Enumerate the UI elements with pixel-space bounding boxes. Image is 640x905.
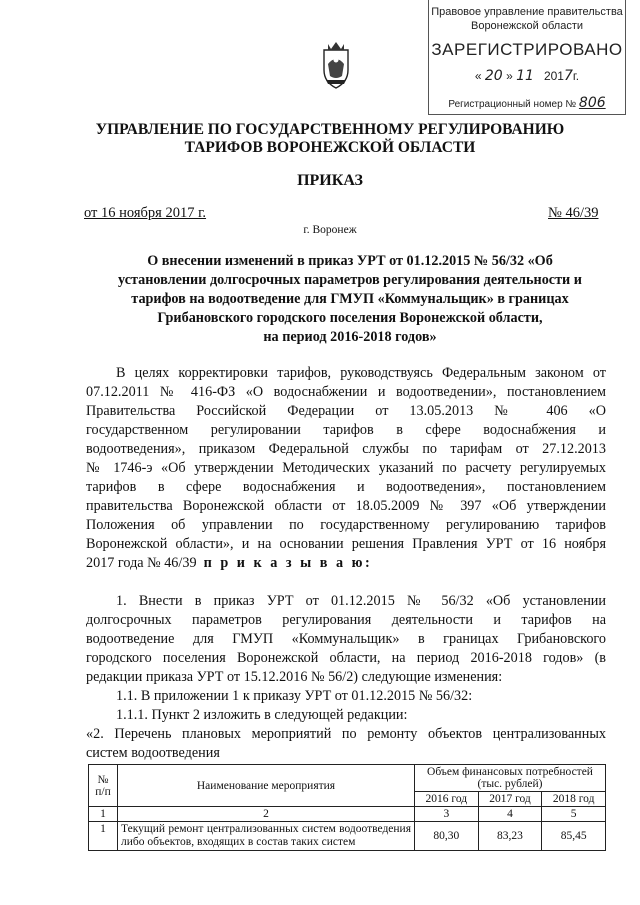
document-type: ПРИКАЗ — [297, 172, 363, 189]
item1-line-last: редакции приказа УРТ от 15.12.2016 № 56/2) следующие изменения: — [86, 669, 503, 685]
row-num: 1 — [89, 822, 118, 851]
row-value-2018: 85,45 — [542, 822, 606, 851]
preamble-line: водоотведения», приказом Федеральной службы по тарифам от 27.12.2013 — [86, 441, 606, 457]
header-name: Наименование мероприятия — [118, 765, 415, 807]
stamp-date-day: 20 — [484, 68, 503, 84]
stamp-date-suffix: г. — [572, 69, 580, 83]
item1-1: 1.1. В приложении 1 к приказу УРТ от 01.12.2015 № 56/32: — [116, 688, 473, 704]
org-title-line1: УПРАВЛЕНИЕ ПО ГОСУДАРСТВЕННОМУ РЕГУЛИРОВАНИЮ — [95, 121, 565, 138]
item1-line: долгосрочных параметров регулирования деятельности и тарифов на — [86, 612, 606, 628]
order-number: № 46/39 — [548, 205, 599, 221]
subject-line: установлении долгосрочных параметров регулирования деятельности и — [118, 272, 582, 288]
preamble-line-last — [86, 554, 606, 574]
table-row — [89, 822, 606, 851]
item1-line: водоотведение для ГМУП «Коммунальщик» в границах Грибановского — [86, 631, 606, 647]
header-funding: Объем финансовых потребностей (тыс. рублей) — [415, 765, 606, 792]
table-index-row — [89, 807, 606, 822]
stamp-date-sep: » — [506, 69, 513, 83]
index-cell: 2 — [118, 807, 415, 822]
row-value-2017: 83,23 — [478, 822, 542, 851]
stamp-date — [429, 68, 625, 84]
header-year: 2016 год — [415, 792, 479, 807]
stamp-org-line1: Правовое управление правительства — [431, 6, 623, 18]
subject-line: О внесении изменений в приказ УРТ от 01.12.2015 № 56/32 «Об — [147, 253, 553, 269]
stamp-status: ЗАРЕГИСТРИРОВАНО — [431, 40, 623, 59]
index-cell: 4 — [478, 807, 542, 822]
item1-line: городского поселения Воронежской области, на период 2016-2018 годов» (в — [86, 650, 606, 666]
item2-line: «2. Перечень плановых мероприятий по ремонту объектов централизованных — [86, 726, 606, 742]
order-city: г. Воронеж — [303, 224, 357, 236]
index-cell: 1 — [89, 807, 118, 822]
order-date: от 16 ноября 2017 г. — [84, 205, 207, 221]
preamble-line: Воронежской области», и на основании решения Правления УРТ от 16 ноября — [86, 536, 606, 552]
index-cell: 3 — [415, 807, 479, 822]
stamp-reg-number — [429, 95, 625, 111]
subject-line: на период 2016-2018 годов» — [263, 329, 437, 345]
preamble-line: Правительства Российской Федерации от 13.05.2013 № 406 «О — [86, 403, 606, 419]
preamble-line: тарифов в сфере водоснабжения и водоотведения», постановлением — [86, 479, 606, 495]
subject-line: Грибановского городского поселения Воронежской области, — [157, 310, 543, 326]
stamp-date-year: 201 — [543, 69, 564, 83]
preamble-line: правительства Воронежской области от 18.05.2009 № 397 «Об утверждении — [86, 498, 606, 514]
stamp-reg-label: Регистрационный номер № — [448, 99, 577, 110]
item2-line-last: систем водоотведения — [86, 745, 220, 761]
order-word: п р и к а з ы в а ю: — [203, 555, 373, 571]
index-cell: 5 — [542, 807, 606, 822]
header-num: № п/п — [89, 765, 118, 807]
stamp-org-line2: Воронежской области — [470, 20, 583, 32]
item1-1-1: 1.1.1. Пункт 2 изложить в следующей редакции: — [116, 707, 408, 723]
preamble-line: В целях корректировки тарифов, руководствуясь Федеральным законом от — [116, 365, 606, 381]
subject-line: тарифов на водоотведение для ГМУП «Коммунальщик» в границах — [131, 291, 569, 307]
repair-plan-table — [88, 764, 606, 851]
row-value-2016: 80,30 — [415, 822, 479, 851]
preamble-last-text: 2017 года № 46/39 — [86, 555, 197, 571]
preamble-line: Положения об управлении по государственному регулированию тарифов — [86, 517, 606, 533]
registration-stamp — [428, 0, 626, 115]
item1-line: 1. Внести в приказ УРТ от 01.12.2015 № 56/32 «Об установлении — [116, 593, 606, 609]
stamp-date-month: 11 — [516, 68, 534, 84]
table-header-row — [89, 765, 606, 792]
preamble-line: государственном регулировании тарифов в сфере водоснабжения и — [86, 422, 606, 438]
header-year: 2017 год — [478, 792, 542, 807]
header-year: 2018 год — [542, 792, 606, 807]
org-title-line2: ТАРИФОВ ВОРОНЕЖСКОЙ ОБЛАСТИ — [184, 139, 476, 156]
preamble-line: № 1746-э «Об утверждении Методических указаний по расчету регулируемых — [86, 460, 606, 476]
stamp-reg-value: 806 — [578, 95, 606, 111]
coat-of-arms-emblem — [318, 40, 354, 90]
preamble-line: 07.12.2011 № 416-ФЗ «О водоснабжении и водоотведении», постановлением — [86, 384, 606, 400]
row-name: Текущий ремонт централизованных систем водоотведения либо объектов, входящих в состав таких систем — [118, 822, 415, 851]
stamp-date-prefix: « — [474, 69, 482, 83]
stamp-date-year-hw: 7 — [563, 68, 573, 84]
